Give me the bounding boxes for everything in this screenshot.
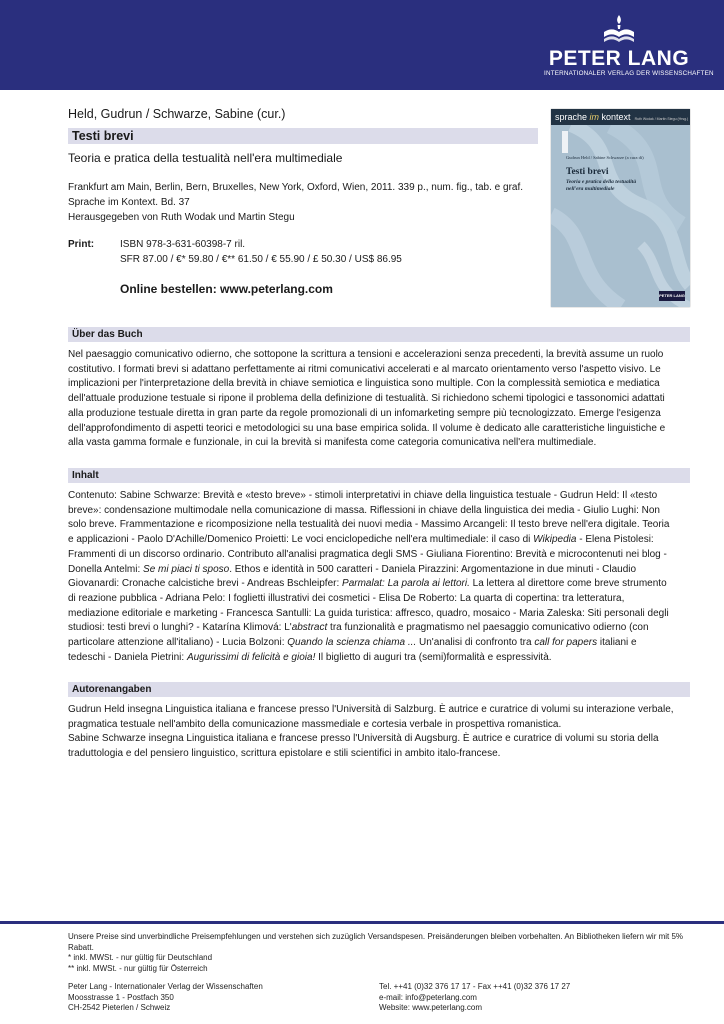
publication-line: Frankfurt am Main, Berlin, Bern, Bruxelles, New York, Oxford, Wien, 2011. 339 p., num. fig., tab. e graf. bbox=[68, 182, 524, 193]
city-address: CH-2542 Pieterlen / Schweiz bbox=[68, 1003, 171, 1012]
cover-publisher-logo: PETER LANG bbox=[659, 291, 685, 301]
contents-heading: Inhalt bbox=[68, 468, 690, 483]
book-cover-image bbox=[551, 109, 690, 307]
contents-text: Contenuto: Sabine Schwarze: Brevità e «testo breve» - stimoli interpretativi in chiave della linguistica testuale - Gudrun Held: Il «testo breve»: condensazione multimodale nella comunicazione di massa. Riflessioni in chiave della linguistica dei media - Giulio Lughi: Non solo breve. Frammentazione e ricomposizione nella testualità dei nuovi media - Massimo Arcangeli: Il testo breve nell'era digitale. Teoria e applicazioni - Paolo D'Achille/Domenico Proietti: Le voci enciclopediche nell'era multimediale: il caso di Wikipedia - Elena Pistolesi: Frammenti di un discorso ordinario. Contributo all'analisi pragmatica degli SMS - Giuliana Fiorentino: Brevità e microcontenuti nei blog - Donella Antelmi: Se mi piaci ti sposo. Ethos e identità in 500 caratteri - Daniela Pirazzini: Argomentazione in due minuti - Claudio Giovanardi: Cronache calcistiche brevi - Andreas Bschleipfer: Parmalat: La parola ai lettori. La lettera al direttore come breve strumento di reazione pubblica - Adriana Pelo: I foglietti illustrativi dei cosmetici - Elisa De Roberto: La quarta di copertina: tra letteratura, mediazione editoriale e marketing - Francesca Santulli: La guida turistica: affresco, quadro, mosaico - Maria Zaleska: Siti personali degli studiosi: testi brevi o lunghi? - Katarína Klimová: L'abstract tra funzionalità e pragmatismo nel paesaggio comunicativo odierno (con particolare attenzione all'italiano) - Lucia Bolzoni: Quando la scienza chiama ... Un'analisi di confronto tra call for papers italiani e tedeschi - Daniela Pietrini: Augurissimi di felicità e gioia! Il biglietto di auguri tra (semi)formalità e espressività. bbox=[68, 490, 670, 663]
about-text: Nel paesaggio comunicativo odierno, che sottopone la scrittura a tensioni e accelerazioni senza precedenti, la brevità assume un ruolo costitutivo. I formati brevi si adattano perfettamente ai ritmi comunicativi accelerati e al marcato orientamento verso l'aspetto visivo. Le implicazioni per l'interpretazione della brevità in chiave semiotica e linguistica sono multiple. Con la complessità semiotica e mediatica dell'attuale produzione testuale si ripone il problema della definizione di testualità. Si richiedono schemi tipologici e tassonomici adattati alla produzione testuale diretta in gran parte da regole promozionali di un infomarketing sempre più tecnologizzato. Emerge l'esigenza dell'approfondimento di aspetti teorici e metodologici su una base empirica solida. Il volume è dedicato alle caratteristiche linguistiche e alla vasta gamma formale e funzionale, in cui la brevità si manifesta come categoria comunicativa nell'era multimediale. bbox=[68, 349, 666, 449]
print-label: Print: bbox=[68, 239, 95, 250]
vat-note-austria: ** inkl. MWSt. - nur gültig für Österreich bbox=[68, 963, 208, 973]
cover-series-bar: sprache im kontext Ruth Wodak / Martin Stegu (Hrsg.) bbox=[551, 109, 690, 125]
isbn: ISBN 978-3-631-60398-7 ril. bbox=[120, 239, 246, 250]
email-link[interactable]: e-mail: info@peterlang.com bbox=[379, 992, 477, 1002]
cover-wave-pattern bbox=[551, 125, 690, 307]
series-line: Sprache im Kontext. Bd. 37 bbox=[68, 197, 190, 208]
cover-volume-mark bbox=[562, 131, 568, 153]
publisher-contact bbox=[379, 982, 679, 1014]
cover-title: Testi brevi bbox=[566, 167, 609, 177]
cover-text bbox=[566, 155, 684, 192]
footer-divider bbox=[0, 921, 724, 924]
vat-note-germany: * inkl. MWSt. - nur gültig für Deutschland bbox=[68, 953, 213, 962]
cover-subtitle: Teoria e pratica della testualità nell'era multimediale bbox=[566, 179, 637, 192]
phone-fax: Tel. ++41 (0)32 376 17 17 - Fax ++41 (0)32 376 17 27 bbox=[379, 982, 571, 991]
website-link[interactable]: Website: www.peterlang.com bbox=[379, 1003, 483, 1012]
order-online-link[interactable]: Online bestellen: www.peterlang.com bbox=[120, 282, 333, 296]
brand-name: PETER LANG bbox=[548, 47, 690, 70]
price-notice: Unsere Preise sind unverbindliche Preisempfehlungen und verstehen sich zuzüglich Versandspesen. Preisänderungen bleiben vorbehalten. An Bibliotheken liefern wir mit 5% Rabatt. bbox=[68, 932, 684, 952]
company-name: Peter Lang - Internationaler Verlag der Wissenschaften bbox=[68, 982, 263, 991]
book-title: Testi brevi bbox=[68, 128, 538, 144]
price-line: SFR 87.00 / €* 59.80 / €** 61.50 / € 55.90 / £ 50.30 / US$ 86.95 bbox=[120, 254, 402, 265]
footer-notice bbox=[68, 932, 690, 974]
about-heading: Über das Buch bbox=[68, 327, 690, 342]
authors-text: Gudrun Held insegna Linguistica italiana e francese presso l'Università di Salzburg. È autrice e curatrice di volumi su interazione verbale, pragmatica testuale nell'ambito della comunicazione massmediale e cortesia verbale in prospettiva romanistica. Sabine Schwarze insegna Linguistica italiana e francese presso l'Università di Augsburg. È autrice e curatrice di volumi su storia della traduttologia e del pensiero linguistico, scrittura epistolare e stili scientifici in ambito italo-francese. bbox=[68, 704, 674, 760]
header-band bbox=[0, 0, 724, 90]
series-editors-line: Herausgegeben von Ruth Wodak und Martin Stegu bbox=[68, 212, 295, 223]
peter-lang-logo[interactable] bbox=[544, 14, 714, 78]
authors-heading: Autorenangaben bbox=[68, 682, 690, 697]
street-address: Moosstrasse 1 - Postfach 350 bbox=[68, 992, 174, 1002]
brand-subtitle: INTERNATIONALER VERLAG DER WISSENSCHAFTEN bbox=[544, 70, 714, 77]
publisher-address bbox=[68, 982, 368, 1014]
book-editors: Held, Gudrun / Schwarze, Sabine (cur.) bbox=[68, 107, 286, 121]
book-subtitle: Teoria e pratica della testualità nell'era multimediale bbox=[68, 151, 343, 165]
cover-editors: Gudrun Held / Sabine Schwarze (a cura di) bbox=[566, 155, 644, 160]
open-book-lamp-icon bbox=[602, 14, 636, 46]
